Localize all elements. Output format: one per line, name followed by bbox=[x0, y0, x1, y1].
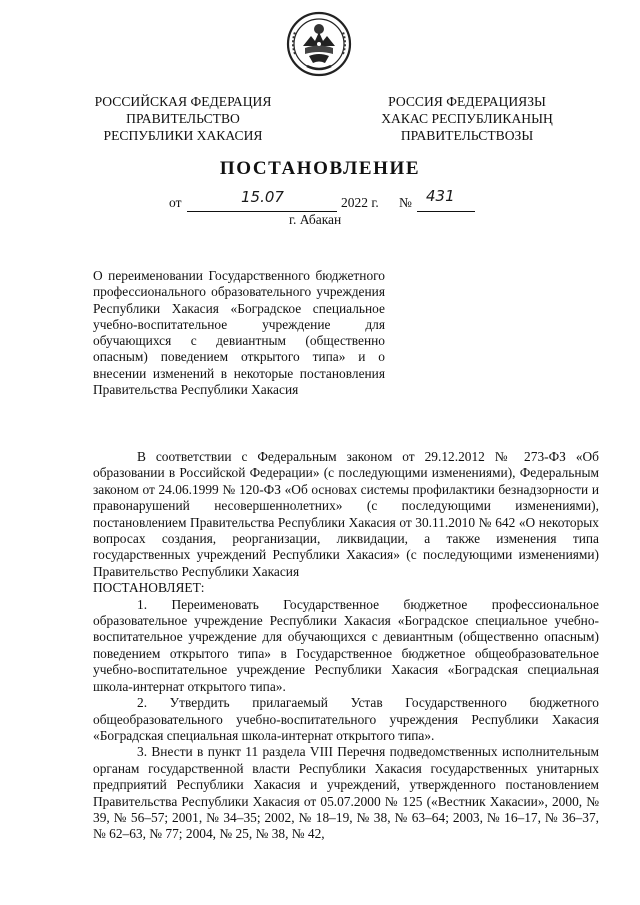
handwritten-date: 15.07 bbox=[241, 188, 284, 206]
header-right-line: РОССИЯ ФЕДЕРАЦИЯЗЫ bbox=[388, 94, 546, 109]
document-title: ПОСТАНОВЛЕНИЕ bbox=[219, 158, 421, 179]
header-right-khakas bbox=[362, 93, 572, 144]
resolves-heading: ПОСТАНОВЛЯЕТ: bbox=[93, 580, 205, 596]
date-prefix: от bbox=[169, 195, 182, 210]
item-paragraph-3: 3. Внести в пункт 11 раздела VIII Перечня подведомственных исполнительным органам государственной власти Республики Хакасия государственных унитарных предприятий Республики Хакасия и учреждений, утвержденного постановлением Правительства Республики Хакасия от 05.07.2000 № 125 («Вестник Хакасии», 2000, № 39, № 56–57; 2001, № 34–35; 2002, № 18–19, № 38, № 63–64; 2003, № 16–17, № 36–37, № 62–63, № 77; 2004, № 25, № 38, № 42, bbox=[93, 744, 599, 842]
number-underline bbox=[417, 211, 475, 212]
header-left-line: РЕСПУБЛИКИ ХАКАСИЯ bbox=[103, 128, 263, 143]
header-left-line: ПРАВИТЕЛЬСТВО bbox=[126, 111, 240, 126]
header-left-line: РОССИЙСКАЯ ФЕДЕРАЦИЯ bbox=[94, 94, 272, 109]
header-right-line: ПРАВИТЕЛЬСТВОЗЫ bbox=[400, 128, 534, 143]
date-number-line bbox=[169, 187, 489, 214]
header-right-line: ХАКАС РЕСПУБЛИКАНЫҢ bbox=[381, 111, 553, 126]
item-paragraph-1: 1. Переименовать Государственное бюджетное профессиональное образовательное учреждение Республики Хакасия «Боградское специальное учебно-воспитательное учреждение для обучающихся с девиантным (общественно опасным) поведением открытого типа» в Государственное бюджетное общеобразовательное учебно-воспитательное учреждение Республики Хакасия «Боградская специальная школа-интернат открытого типа». bbox=[93, 596, 599, 694]
item-paragraph-2: 2. Утвердить прилагаемый Устав Государственного бюджетного общеобразовательного учебно-воспитательного учреждения Республики Хакасия «Боградская специальная школа-интернат открытого типа». bbox=[93, 695, 599, 743]
document-body bbox=[93, 449, 599, 843]
document-city: г. Абакан bbox=[289, 212, 342, 227]
preamble-paragraph: В соответствии с Федеральным законом от 29.12.2012 № 273-ФЗ «Об образовании в Российской Федерации» (с последующими изменениями), Федеральным законом от 24.06.1999 № 120-ФЗ «Об основах системы профилактики безнадзорности и правонарушений несовершеннолетних» (с последующими изменениями), постановлением Правительства Республики Хакасия от 30.11.2010 № 642 «О некоторых вопросах создания, реорганизации, ликвидации, а также изменения типа государственных учреждений Республики Хакасия» (с последующими изменениями) Правительство Республики Хакасия bbox=[93, 449, 599, 579]
number-sign: № bbox=[399, 195, 412, 210]
republic-of-khakassia-coat-of-arms-icon bbox=[285, 10, 353, 78]
date-year: 2022 г. bbox=[341, 195, 379, 210]
document-subject: О переименовании Государственного бюджетного профессионального образовательного учреждения Республики Хакасия «Боградское специальное учебно-воспитательное учреждение для обучающихся с девиантным (общественно опасным) поведением открытого типа» и о внесении изменений в некоторые постановления Правительства Республики Хакасия bbox=[93, 268, 385, 398]
handwritten-number: 431 bbox=[426, 187, 455, 205]
header-left-russian bbox=[78, 93, 288, 144]
